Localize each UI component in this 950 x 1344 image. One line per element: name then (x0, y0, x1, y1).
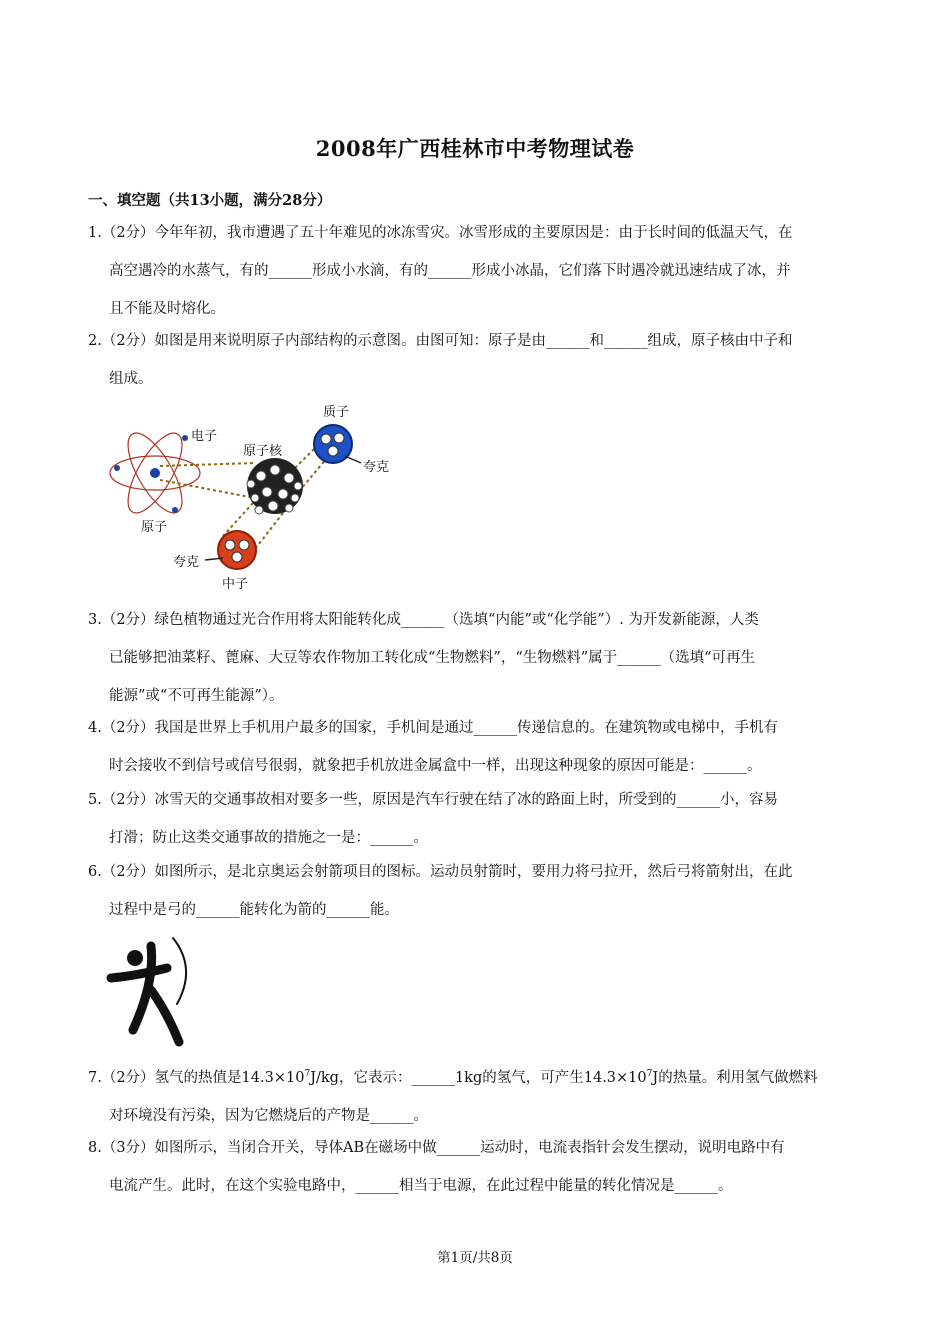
question-line: 时会接收不到信号或信号很弱，就象把手机放进金属盒中一样，出现这种现象的原因可能是：______。 (109, 758, 762, 774)
text-run: J/kg，它表示：______1kg的氢气，可产生14.3×10 (310, 1070, 647, 1086)
question-8 (88, 1129, 866, 1205)
question-line: 对环境没有污染，因为它燃烧后的产物是______。 (109, 1108, 428, 1124)
label-quark-top: 夸克 (363, 460, 390, 475)
atom-structure-figure (105, 398, 405, 598)
question-line: 1.（2分）今年年初，我市遭遇了五十年难见的冰冻雪灾。冰雪形成的主要原因是：由于长时间的低温天气，在 (88, 225, 793, 241)
nucleus-icon (247, 458, 303, 514)
question-6 (88, 853, 866, 929)
exponent: 7 (646, 1069, 653, 1080)
text-run: 7.（2分）氢气的热值是14.3×10 (88, 1070, 305, 1086)
electron-dot (114, 465, 120, 471)
exponent: 7 (304, 1069, 311, 1080)
question-line: 过程中是弓的______能转化为箭的______能。 (109, 902, 399, 918)
question-line: 电流产生。此时，在这个实验电路中，______相当于电源，在此过程中能量的转化情况是______。 (109, 1178, 733, 1194)
archery-pictogram-icon (105, 932, 195, 1047)
label-proton: 质子 (323, 405, 350, 420)
atom-core (150, 468, 160, 478)
question-4 (88, 709, 866, 785)
quark-pointer (345, 456, 361, 463)
label-atom: 原子 (141, 520, 168, 535)
question-7 (88, 1059, 866, 1135)
question-line: 6.（2分）如图所示，是北京奥运会射箭项目的图标。运动员射箭时，要用力将弓拉开，然后弓将箭射出，在此 (88, 864, 793, 880)
question-line: 4.（2分）我国是世界上手机用户最多的国家，手机间是通过______传递信息的。在建筑物或电梯中，手机有 (88, 720, 779, 736)
question-3 (88, 601, 866, 715)
question-1 (88, 214, 866, 328)
question-line: 打滑；防止这类交通事故的措施之一是：______。 (109, 830, 428, 846)
label-neutron: 中子 (222, 577, 249, 592)
text-run: J的热量。利用氢气做燃料 (652, 1070, 818, 1086)
question-line: 5.（2分）冰雪天的交通事故相对要多一些，原因是汽车行驶在结了冰的路面上时，所受到的______小，容易 (88, 792, 779, 808)
question-line: 且不能及时熔化。 (109, 301, 225, 317)
page-footer: 第1页/共8页 (437, 1250, 513, 1266)
section-heading: 一、填空题（共13小题，满分28分） (88, 192, 332, 209)
label-electron: 电子 (191, 429, 218, 444)
electron-dot (182, 435, 188, 441)
question-2 (88, 322, 866, 398)
question-line: 组成。 (109, 371, 153, 387)
electron-dot (172, 507, 178, 513)
question-line: 能源”或“不可再生能源”）。 (109, 688, 284, 704)
question-line: 8.（3分）如图所示，当闭合开关，导体AB在磁场中做______运动时，电流表指针会发生摆动，说明电路中有 (88, 1140, 785, 1156)
question-line: 已能够把油菜籽、蓖麻、大豆等农作物加工转化成“生物燃料”，“生物燃料”属于______（选填“可再生 (109, 650, 756, 666)
question-line (88, 1059, 866, 1097)
label-quark-bottom: 夸克 (173, 555, 200, 570)
label-nucleus: 原子核 (243, 444, 283, 459)
question-line: 2.（2分）如图是用来说明原子内部结构的示意图。由图可知：原子是由______和______组成，原子核由中子和 (88, 333, 793, 349)
question-line: 高空遇冷的水蒸气，有的______形成小水滴，有的______形成小冰晶，它们落下时遇冷就迅速结成了冰，并 (109, 263, 791, 279)
page-title: 2008年广西桂林市中考物理试卷 (315, 136, 635, 161)
question-line: 3.（2分）绿色植物通过光合作用将太阳能转化成______（选填“内能”或“化学能”）. 为开发新能源，人类 (88, 612, 759, 628)
question-5 (88, 781, 866, 857)
neutron-icon (218, 531, 256, 569)
